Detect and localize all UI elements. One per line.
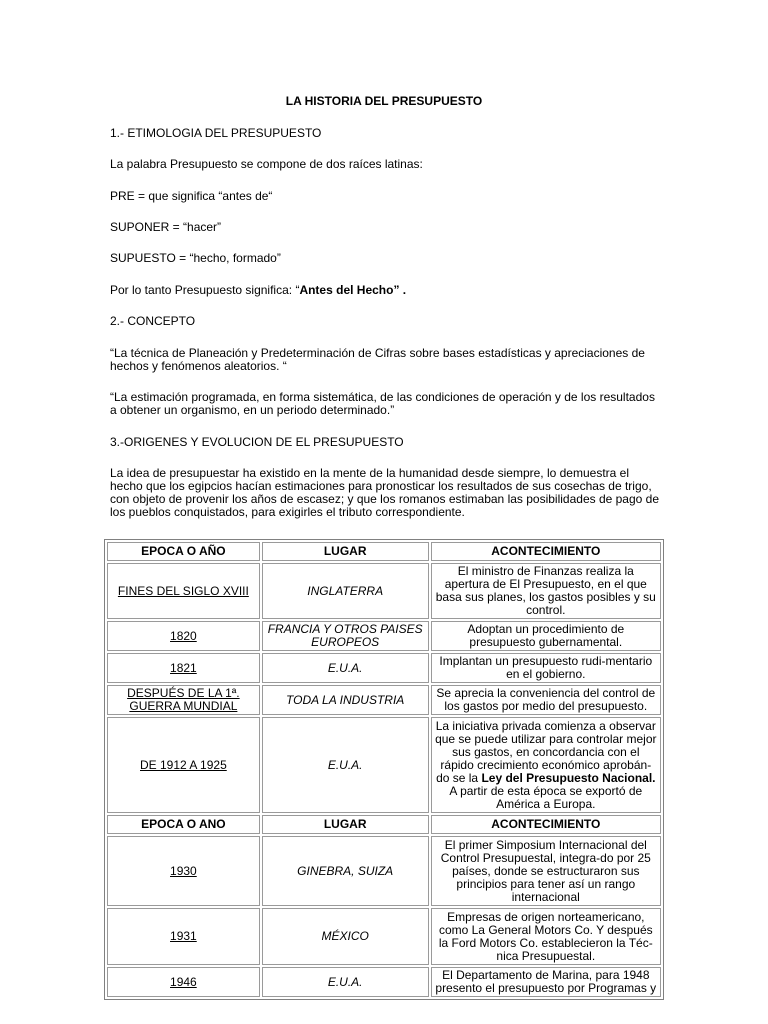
header-place: LUGAR — [262, 542, 429, 561]
row-period: 1821 — [107, 653, 260, 683]
header-period: EPOCA O ANO — [107, 815, 260, 834]
row-period: 1820 — [107, 621, 260, 651]
conclusion-prefix: Por lo tanto Presupuesto significa: “ — [110, 283, 300, 297]
row-event: El primer Simposium Internacional del Control Presupuestal, integra-do por 25 países, donde se estructuraron sus principios para tener así un rango internacional — [431, 836, 661, 906]
event-text-post: A partir de esta época se exportó de América a Europa. — [449, 783, 643, 811]
section2-heading: 2.- CONCEPTO — [110, 314, 196, 328]
row-place: FRANCIA Y OTROS PAISES EUROPEOS — [262, 621, 429, 651]
header-event: ACONTECIMIENTO — [431, 815, 661, 834]
suponer-definition: SUPONER = “hacer” — [110, 220, 222, 234]
event-text-pre: La iniciativa privada comienza a observar que se puede utilizar para controlar mejor sus gastos, en concordancia con el rápido crecimiento económico aprobán-do se la — [435, 718, 657, 785]
table-row — [107, 653, 661, 683]
concept-quote-2: “La estimación programada, en forma sistemática, de las condiciones de operación y de los resultados a obtener un organismo, en un periodo determinado.” — [110, 390, 655, 417]
table-row — [107, 685, 661, 715]
row-place: TODA LA INDUSTRIA — [262, 685, 429, 715]
header-period: EPOCA O AÑO — [107, 542, 260, 561]
section1-heading: 1.- ETIMOLOGIA DEL PRESUPUESTO — [110, 126, 322, 140]
table-header-row — [107, 815, 661, 834]
table-header-row — [107, 542, 661, 561]
concept-quote-1: “La técnica de Planeación y Predeterminación de Cifras sobre bases estadísticas y apreciaciones de hechos y fenómenos aleatorios. “ — [110, 346, 645, 373]
row-period: 1931 — [107, 908, 260, 965]
row-period: 1930 — [107, 836, 260, 906]
supuesto-definition: SUPUESTO = “hecho, formado” — [110, 251, 281, 265]
event-text-bold: Ley del Presupuesto Nacional. — [481, 770, 656, 785]
row-period: DESPUÉS DE LA 1ª. GUERRA MUNDIAL — [107, 685, 260, 715]
row-event: Implantan un presupuesto rudi-mentario en el gobierno. — [431, 653, 661, 683]
conclusion-bold: Antes del Hecho” . — [299, 283, 407, 297]
table-row — [107, 836, 661, 906]
table-row — [107, 967, 661, 997]
header-event: ACONTECIMIENTO — [431, 542, 661, 561]
table-row — [107, 563, 661, 619]
row-event: Se aprecia la conveniencia del control de los gastos por medio del presupuesto. — [431, 685, 661, 715]
section3-heading: 3.-ORIGENES Y EVOLUCION DE EL PRESUPUESTO — [110, 435, 404, 449]
section3-body: La idea de presupuestar ha existido en la mente de la humanidad desde siempre, lo demuestra el hecho que los egipcios hacían estimaciones para pronosticar los resultados de sus cosechas de trigo, con objeto de provenir los años de escasez; y que los romanos estimaban las posibilidades de pago de los pueblos conquistados, para exigirles el tributo correspondiente. — [110, 466, 660, 519]
table-row — [107, 908, 661, 965]
section1-intro: La palabra Presupuesto se compone de dos raíces latinas: — [110, 157, 423, 171]
row-place: INGLATERRA — [262, 563, 429, 619]
pre-definition: PRE = que significa “antes de“ — [110, 189, 273, 203]
header-place: LUGAR — [262, 815, 429, 834]
row-period: 1946 — [107, 967, 260, 997]
history-table — [104, 539, 664, 1000]
row-place: MÉXICO — [262, 908, 429, 965]
row-event: El ministro de Finanzas realiza la apertura de El Presupuesto, en el que basa sus planes, los gastos posibles y su control. — [431, 563, 661, 619]
row-period: DE 1912 A 1925 — [107, 717, 260, 813]
row-event: Adoptan un procedimiento de presupuesto gubernamental. — [431, 621, 661, 651]
row-place: E.U.A. — [262, 717, 429, 813]
table-row — [107, 621, 661, 651]
row-event: Empresas de origen norteamericano, como La General Motors Co. Y después la Ford Motors Co. establecieron la Téc-nica Presupuestal. — [431, 908, 661, 965]
row-event: El Departamento de Marina, para 1948 presento el presupuesto por Programas y — [431, 967, 661, 997]
row-event — [431, 717, 661, 813]
section1-conclusion — [110, 283, 406, 297]
row-place: E.U.A. — [262, 967, 429, 997]
row-place: E.U.A. — [262, 653, 429, 683]
table-row — [107, 717, 661, 813]
document-title: LA HISTORIA DEL PRESUPUESTO — [285, 94, 483, 108]
row-place: GINEBRA, SUIZA — [262, 836, 429, 906]
row-period: FINES DEL SIGLO XVIII — [107, 563, 260, 619]
